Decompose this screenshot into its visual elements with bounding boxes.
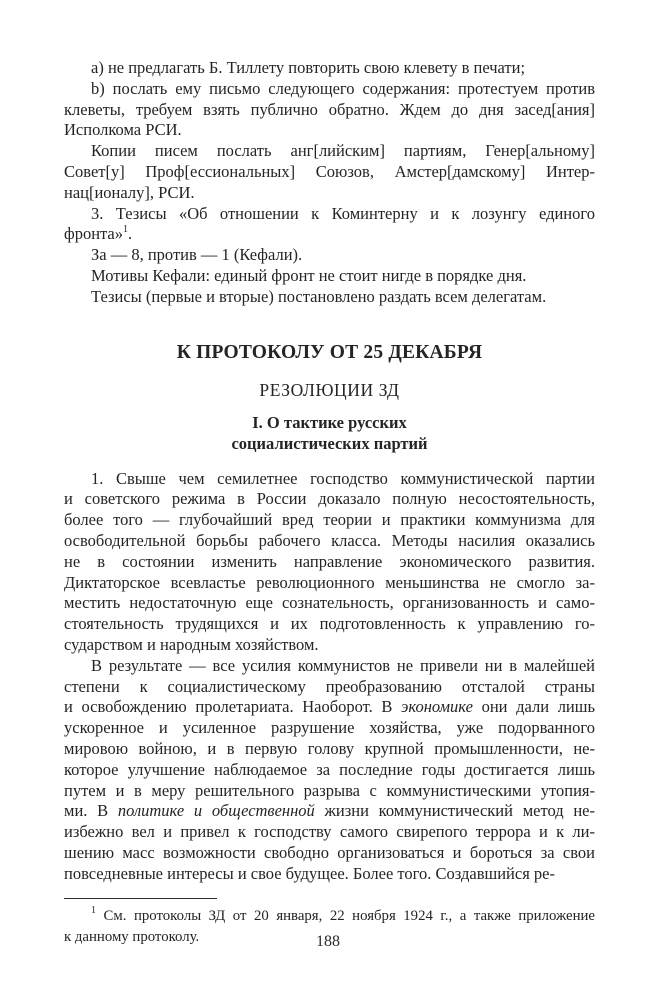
section-heading-resolutions: РЕЗОЛЮЦИИ ЗД [259,379,400,400]
heading-line-1: I. О тактике русских [252,412,407,432]
text-run: освободительной борьбы рабочего класса. Методы насилия оказались [64,530,595,550]
text-line [64,593,595,614]
text-run: к данному протоколу. [64,929,200,946]
text-run: местить недостаточную еще сознательность, организованность и само- [64,593,595,613]
text-run: См. протоколы ЗД от 20 января, 22 ноября 1924 г., а также приложение [96,907,595,924]
text-line [64,531,595,552]
text-run: не в состоянии изменить направление экономического развития. [64,551,595,571]
text-run: стоятельность трудящихся и их подготовленность к управлению го- [64,614,595,634]
text-run: сударством и народным хозяйством. [64,634,319,654]
text-run: В результате — все усилия коммунистов не привели ни в малейшей [91,655,595,675]
text-line [64,79,595,100]
text-run: шению масс возможности свободно организоваться и бороться за свои [64,842,595,862]
paragraph-distribute [64,287,595,308]
text-line [64,141,595,162]
text-line [64,739,595,760]
text-run: политике и общественной [117,801,315,821]
heading-line-2: социалистических партий [231,433,428,453]
text-run: более того — глубочайший вред теории и практики коммунизма для [64,510,595,530]
page-number: 188 [316,933,340,950]
text-run: клеветы, требуем взять публично обратно. Ждем до дня засед[ания] [64,99,595,119]
text-run: нац[ионалу], РСИ. [64,182,195,202]
text-run: . [128,224,133,244]
text-run: и советского режима в России доказало полную несостоятельность, [64,489,595,509]
text-run: степени к социалистическому преобразованию отсталой страны [64,676,595,696]
text-line [64,677,595,698]
text-line [64,245,595,266]
text-line [64,204,595,225]
paragraph-copies [64,141,595,203]
section-heading-protocol: К ПРОТОКОЛУ ОТ 25 ДЕКАБРЯ [176,341,483,363]
text-line [64,781,595,802]
text-run: жизни коммунистический метод не- [314,801,595,821]
text-run: а) не предлагать Б. Тиллету повторить свою клевету в печати; [91,58,526,77]
text-line [64,510,595,531]
text-run: Мотивы Кефали: единый фронт не стоит нигде в порядке дня. [91,265,527,285]
text-line [64,864,595,885]
text-line [64,287,595,308]
text-run: Тезисы (первые и вторые) постановлено раздать всем делегатам. [91,286,547,306]
text-run: ми. В [64,801,118,821]
text-run: b) послать ему письмо следующего содержания: протестуем против [91,78,595,98]
text-line [64,552,595,573]
text-run: избежно вел и привел к господству самого свирепого террора и к ли- [64,822,595,842]
text-line [64,718,595,739]
text-line [64,573,595,594]
text-run: они дали лишь [472,697,595,717]
paragraph-theses [64,204,595,246]
footnote-marker: 1 [91,904,96,916]
footnote-separator [64,898,217,899]
text-line [64,58,595,79]
text-line [64,656,595,677]
text-run: фронта» [64,224,124,244]
paragraph-item-b [64,79,595,141]
text-run: мировою войною, и в первую голову крупной промышленности, не- [64,738,595,758]
text-line [64,697,595,718]
text-line [64,266,595,287]
text-line [64,183,595,204]
paragraph-main-2 [64,656,595,885]
footnote-marker: 1 [123,223,129,235]
text-run: 1. Свыше чем семилетнее господство коммунистической партии [91,468,595,488]
text-run: За — 8, против — 1 (Кефали). [91,245,303,265]
text-line [64,760,595,781]
section-heading-tactics [64,412,595,454]
text-line [64,224,595,245]
paragraph-vote [64,245,595,266]
text-run: и освобождению пролетариата. Наоборот. В [64,697,402,717]
paragraph-item-a [64,58,595,79]
text-run: Исполкома РСИ. [64,120,182,140]
paragraph-motives [64,266,595,287]
text-run: повседневные интересы и свое будущее. Более того. Создавшийся ре- [64,863,555,883]
text-run: 3. Тезисы «Об отношении к Коминтерну и к лозунгу единого [91,203,595,223]
text-line [64,489,595,510]
text-line [64,162,595,183]
text-run: Диктаторское всевластье революционного меньшинства не смогло за- [64,572,595,592]
text-run: ускоренное и усиленное разрушение хозяйства, уже подорванного [64,718,595,738]
text-line [64,822,595,843]
text-line [64,100,595,121]
text-line [64,801,595,822]
text-run: Копии писем послать анг[лийским] партиям, Генер[альному] [91,141,595,161]
text-line [64,614,595,635]
text-run: экономике [401,697,473,717]
paragraph-main-1 [64,469,595,656]
text-line [64,843,595,864]
text-column [64,58,595,949]
text-run: Совет[у] Проф[ессиональных] Союзов, Амстер[дамскому] Интер- [64,161,595,181]
text-run: путем и в меру решительного разрыва с коммунистическими утопия- [64,780,595,800]
text-line [64,120,595,141]
text-line [64,906,595,928]
text-line [64,469,595,490]
text-line [64,635,595,656]
text-run: которое улучшение наблюдаемое за последние годы достигается лишь [64,759,595,779]
